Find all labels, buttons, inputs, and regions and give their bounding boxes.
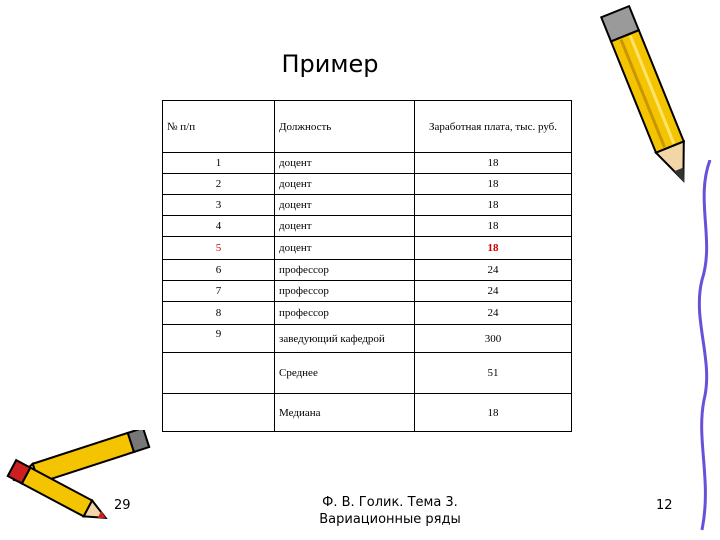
row-salary: 24 bbox=[415, 302, 572, 325]
table-row-highlighted bbox=[163, 237, 572, 260]
row-salary: 18 bbox=[415, 174, 572, 195]
row-position: профессор bbox=[275, 281, 415, 302]
row-salary: 24 bbox=[415, 260, 572, 281]
summary-row bbox=[163, 394, 572, 432]
row-position: доцент bbox=[275, 174, 415, 195]
footer-topic-name: Вариационные ряды bbox=[319, 512, 461, 527]
row-number: 5 bbox=[163, 237, 275, 260]
row-number: 2 bbox=[163, 174, 275, 195]
row-salary: 24 bbox=[415, 281, 572, 302]
row-position: доцент bbox=[275, 153, 415, 174]
slide-title: Пример bbox=[281, 50, 379, 78]
summary-label: Среднее bbox=[275, 353, 415, 394]
footer-author-topic: Ф. В. Голик. Тема 3. bbox=[322, 495, 458, 510]
header-salary: Заработная плата, тыс. руб. bbox=[415, 101, 572, 153]
pencil-icon bbox=[0, 455, 120, 540]
header-number: № п/п bbox=[163, 101, 275, 153]
row-salary: 300 bbox=[415, 325, 572, 353]
row-number: 4 bbox=[163, 216, 275, 237]
table-row bbox=[163, 174, 572, 195]
table-row bbox=[163, 153, 572, 174]
footer-center bbox=[290, 494, 490, 528]
table-row bbox=[163, 302, 572, 325]
row-salary: 18 bbox=[415, 195, 572, 216]
empty-cell bbox=[163, 394, 275, 432]
squiggle-decoration bbox=[690, 160, 720, 540]
row-number: 3 bbox=[163, 195, 275, 216]
table-row bbox=[163, 281, 572, 302]
footer-left-number: 29 bbox=[114, 498, 131, 513]
row-position: доцент bbox=[275, 216, 415, 237]
row-salary: 18 bbox=[415, 216, 572, 237]
table-row bbox=[163, 216, 572, 237]
table-header-row bbox=[163, 101, 572, 153]
empty-cell bbox=[163, 353, 275, 394]
row-number: 8 bbox=[163, 302, 275, 325]
table-row bbox=[163, 260, 572, 281]
table-row bbox=[163, 195, 572, 216]
summary-value: 18 bbox=[415, 394, 572, 432]
row-position: профессор bbox=[275, 260, 415, 281]
row-salary: 18 bbox=[415, 237, 572, 260]
row-number: 9 bbox=[163, 325, 275, 353]
row-number: 7 bbox=[163, 281, 275, 302]
page-number: 12 bbox=[656, 498, 673, 513]
summary-row bbox=[163, 353, 572, 394]
row-position: доцент bbox=[275, 195, 415, 216]
header-position: Должность bbox=[275, 101, 415, 153]
row-position: профессор bbox=[275, 302, 415, 325]
row-position: доцент bbox=[275, 237, 415, 260]
summary-value: 51 bbox=[415, 353, 572, 394]
row-position: заведующий кафедрой bbox=[275, 325, 415, 353]
salary-table bbox=[162, 100, 572, 432]
table-row bbox=[163, 325, 572, 353]
row-number: 6 bbox=[163, 260, 275, 281]
summary-label: Медиана bbox=[275, 394, 415, 432]
row-salary: 18 bbox=[415, 153, 572, 174]
row-number: 1 bbox=[163, 153, 275, 174]
